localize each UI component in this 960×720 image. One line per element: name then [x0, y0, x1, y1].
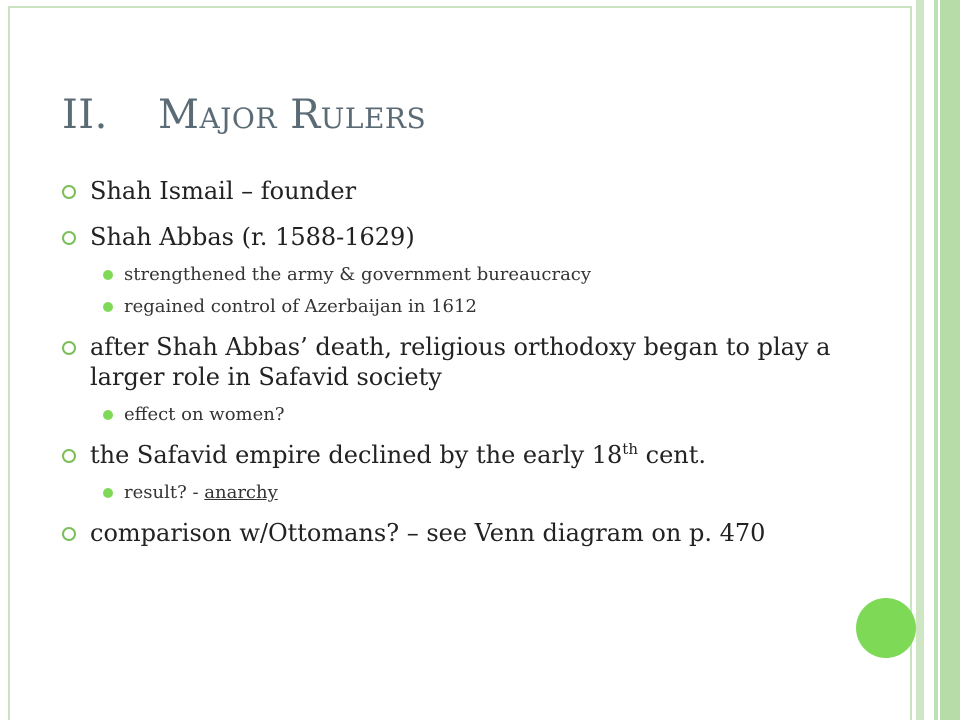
- bullet-text-start: the Safavid empire declined by the early 18: [90, 441, 623, 469]
- slide-content: [60, 176, 840, 564]
- right-stripe-2: [924, 0, 934, 720]
- dot-bullet-icon: [103, 410, 113, 420]
- frame-top-border: [8, 6, 912, 8]
- right-stripe-1: [916, 0, 924, 720]
- sub-bullet-text: result? -: [124, 482, 205, 503]
- bullet-item: [60, 176, 840, 206]
- dot-bullet-icon: [103, 302, 113, 312]
- underlined-answer: anarchy: [204, 482, 278, 503]
- circle-bullet-icon: [62, 341, 76, 355]
- sub-bullet-text: strengthened the army & government bureaucracy: [124, 264, 592, 285]
- bullet-item: [60, 222, 840, 252]
- accent-circle: [856, 598, 916, 658]
- sub-bullet-item: [60, 482, 840, 504]
- circle-bullet-icon: [62, 449, 76, 463]
- circle-bullet-icon: [62, 231, 76, 245]
- sub-bullet-item: [60, 404, 840, 426]
- circle-bullet-icon: [62, 527, 76, 541]
- bullet-item: [60, 332, 840, 392]
- bullet-text: Shah Abbas (r. 1588-1629): [90, 223, 415, 251]
- bullet-text: after Shah Abbas’ death, religious orthodoxy began to play a larger role in Safavid society: [90, 333, 831, 391]
- bullet-text-end: cent.: [638, 441, 707, 469]
- sub-bullet-text: regained control of Azerbaijan in 1612: [124, 296, 477, 317]
- circle-bullet-icon: [62, 185, 76, 199]
- superscript-th: th: [622, 440, 638, 458]
- dot-bullet-icon: [103, 270, 113, 280]
- sub-bullet-text: effect on women?: [124, 404, 285, 425]
- frame-left-border: [8, 6, 10, 720]
- dot-bullet-icon: [103, 488, 113, 498]
- title-text: Major Rulers: [158, 92, 427, 138]
- sub-bullet-item: [60, 296, 840, 318]
- slide-title: [62, 92, 426, 138]
- bullet-item: [60, 518, 840, 548]
- bullet-text: Shah Ismail – founder: [90, 177, 357, 205]
- right-stripe-5: [940, 0, 960, 720]
- bullet-item: [60, 440, 840, 470]
- bullet-text: comparison w/Ottomans? – see Venn diagram on p. 470: [90, 519, 766, 547]
- title-number: II.: [62, 92, 108, 138]
- sub-bullet-item: [60, 264, 840, 286]
